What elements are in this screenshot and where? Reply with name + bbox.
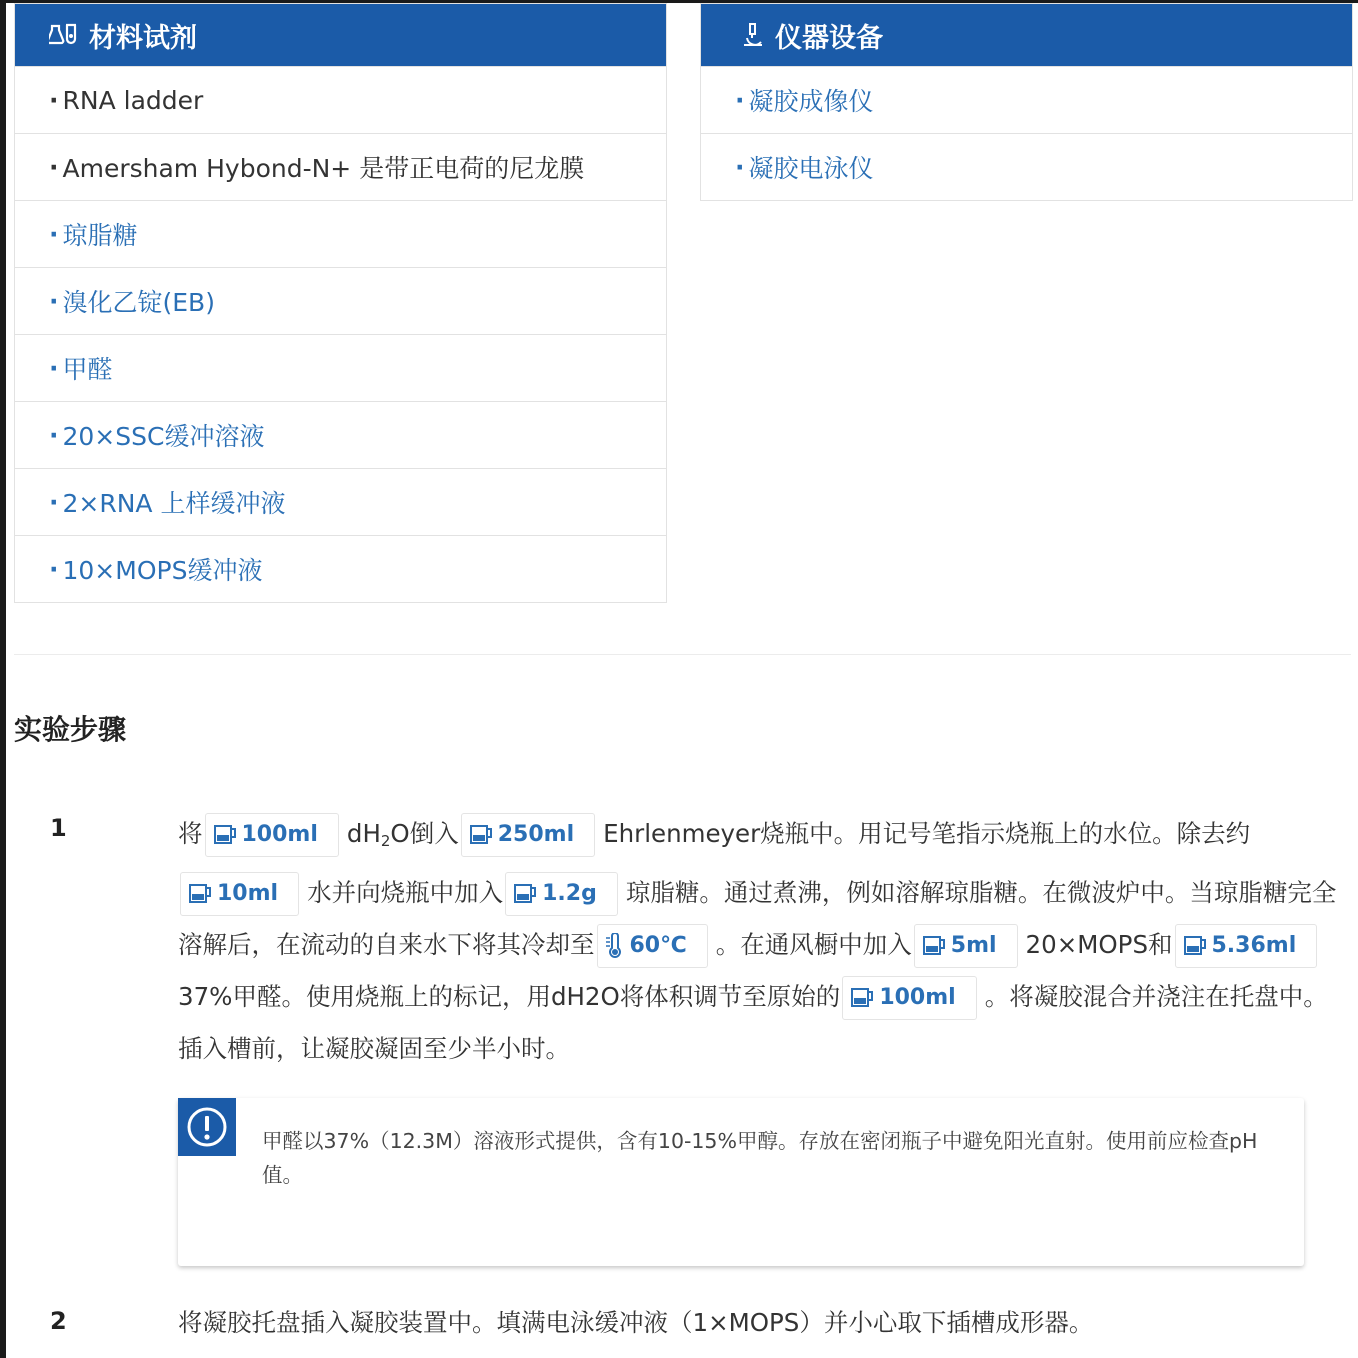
reagent-icon xyxy=(49,22,79,48)
material-item-ethidium-bromide[interactable]: · 溴化乙锭(EB) xyxy=(15,267,666,334)
exclamation-icon xyxy=(186,1106,228,1148)
volume-chip[interactable]: 5.36ml xyxy=(1175,924,1318,968)
materials-header xyxy=(15,4,666,66)
note-icon-box xyxy=(178,1098,236,1156)
equipment-header xyxy=(701,4,1352,66)
equipment-title: 仪器设备 xyxy=(775,22,883,54)
step-1-number: 1 xyxy=(50,814,67,842)
material-item-rna-loading-buffer[interactable]: · 2×RNA 上样缓冲液 xyxy=(15,468,666,535)
beaker-icon xyxy=(468,824,494,846)
materials-title: 材料试剂 xyxy=(89,22,197,54)
beaker-icon xyxy=(512,883,538,905)
thermometer-icon xyxy=(604,933,626,959)
material-item-formaldehyde[interactable]: · 甲醛 xyxy=(15,334,666,401)
materials-panel xyxy=(14,3,667,603)
note-text: 甲醛以37%（12.3M）溶液形式提供，含有10-15%甲醇。存放在密闭瓶子中避免阳光直射。使用前应检查pH值。 xyxy=(262,1129,1258,1187)
equipment-panel xyxy=(700,3,1353,201)
step-2-text: 将凝胶托盘插入凝胶装置中。填满电泳缓冲液（1×MOPS）并小心取下插槽成形器。 xyxy=(178,1308,1094,1337)
procedure-title: 实验步骤 xyxy=(14,713,127,746)
volume-chip[interactable]: 10ml xyxy=(180,872,299,916)
material-item-agarose[interactable]: · 琼脂糖 xyxy=(15,200,666,267)
beaker-icon xyxy=(187,883,213,905)
material-item-ssc-buffer[interactable]: · 20×SSC缓冲溶液 xyxy=(15,401,666,468)
equipment-item-electrophoresis[interactable]: · 凝胶电泳仪 xyxy=(701,133,1352,200)
beaker-icon xyxy=(921,935,947,957)
material-item-rna-ladder[interactable]: · RNA ladder xyxy=(15,66,666,133)
temperature-chip[interactable]: 60℃ xyxy=(597,924,708,968)
volume-chip[interactable]: 250ml xyxy=(461,813,595,857)
volume-chip[interactable]: 5ml xyxy=(914,924,1018,968)
beaker-icon xyxy=(849,987,875,1009)
volume-chip[interactable]: 100ml xyxy=(842,976,976,1020)
left-edge xyxy=(0,0,6,1358)
material-item-mops-buffer[interactable]: · 10×MOPS缓冲液 xyxy=(15,535,666,602)
step-2-number: 2 xyxy=(50,1307,67,1335)
microscope-icon xyxy=(741,22,765,48)
volume-chip[interactable]: 100ml xyxy=(205,813,339,857)
note-box xyxy=(178,1098,1304,1266)
step-1-text: 将 100ml $dH_2O$倒入 250ml Ehrlenmeyer烧瓶中。用记号笔指示烧瓶上的水位。除去约 10ml 水并向烧瓶中加入 1.2g 琼脂糖。通过煮沸，例如溶解琼脂糖。在微波炉中。当琼脂糖完全溶解后，在流动的自来水下将其冷却至 60℃ 。在通风橱中加入 5ml 20×MOPS和 5.36ml 37%甲醛。使用烧瓶上的标记，用dH2O将体积调节至原始的 100ml 。将凝胶混合并浇注在托盘中。插入槽前，让凝胶凝固至少半小时。 xyxy=(178,808,1343,1075)
mass-chip[interactable]: 1.2g xyxy=(505,872,618,916)
beaker-icon xyxy=(1182,935,1208,957)
section-divider xyxy=(14,654,1351,655)
material-item-hybond-membrane[interactable]: · Amersham Hybond-N+ 是带正电荷的尼龙膜 xyxy=(15,133,666,200)
beaker-icon xyxy=(212,824,238,846)
equipment-item-gel-imager[interactable]: · 凝胶成像仪 xyxy=(701,66,1352,133)
